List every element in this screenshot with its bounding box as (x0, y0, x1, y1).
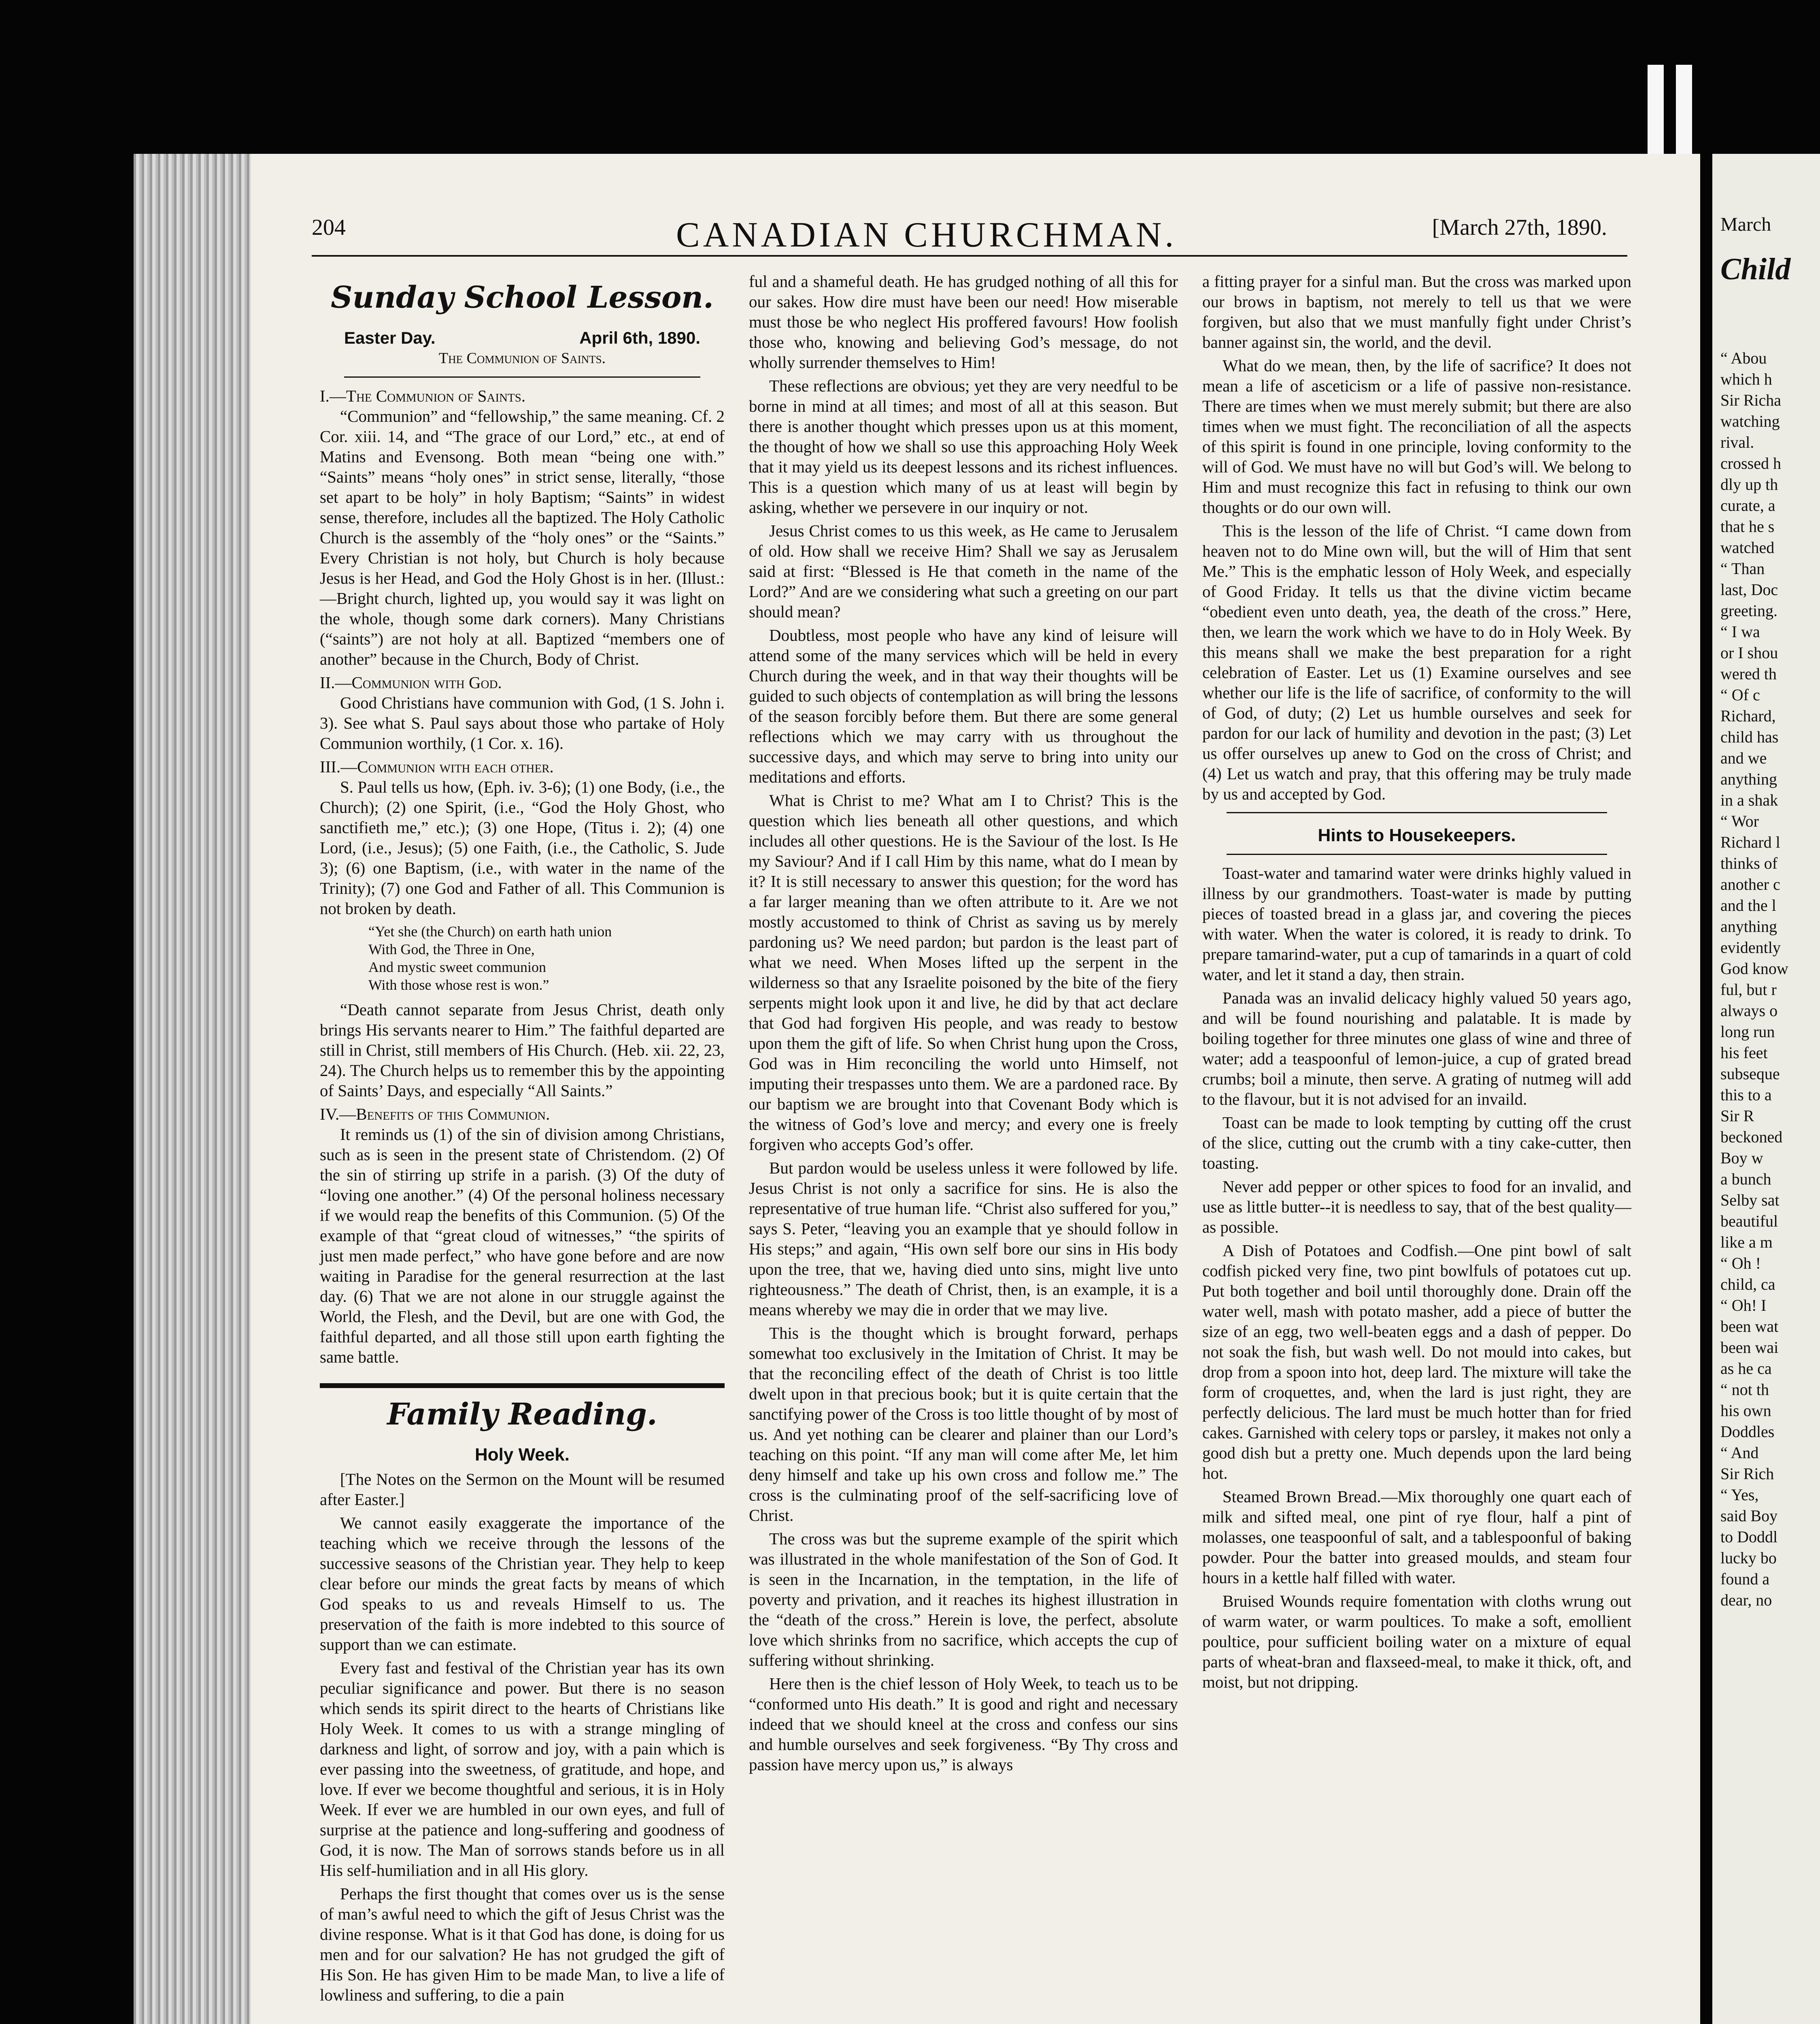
adjacent-page-line: “ Than (1720, 559, 1765, 578)
section-heading-family-reading: Family Reading. (387, 1397, 657, 1432)
adjacent-page-line: Sir Richa (1720, 391, 1781, 409)
hint-paragraph: Toast can be made to look tempting by cutting off the crust of the slice, cutting out the crumb with a tiny cake-cutter, then toasting. (1202, 1113, 1631, 1172)
hymn-quote: “Yet she (the Church) on earth hath union With God, the Three in One, And mystic sweet communion With those whose rest is won.” (368, 923, 612, 993)
adjacent-page-line: “ And (1720, 1444, 1759, 1462)
article-paragraph: Every fast and festival of the Christian year has its own peculiar significance and power. But there is no season which sends its spirit direct to the hearts of Christians like Holy Week. It comes to us with a strange mingling of darkness and light, of sorrow and joy, with a pain which is ever passing into the sweetness, of gratitude, and hope, and love. If ever we become thoughtful and serious, it is in Holy Week. If ever we are humbled in our own eyes, and full of surprise at the patience and long-suffering and goodness of God, it is now. The Man of sorrows stands before us in all His self-humiliation and in all His glory. (320, 1658, 725, 1879)
article-paragraph: What do we mean, then, by the life of sacrifice? It does not mean a life of asceticism or a life of passive non-resistance. There are times when we must merely submit; but there are also times when we must fight. The reconciliation of all the aspects of this spirit is found in one principle, loving conformity to the will of God. We must have no will but God’s will. We belong to Him and must recognize this fact in refusing to think our own thoughts or do our own will. (1202, 356, 1631, 517)
adjacent-page-header: March (1720, 214, 1771, 235)
adjacent-page-line: rival. (1720, 433, 1754, 451)
adjacent-page-line: “ Oh! I (1720, 1296, 1767, 1314)
lesson-dateline (320, 328, 725, 348)
hint-paragraph: Toast-water and tamarind water were drinks highly valued in illness by our grandmothers. Toast-water is made by putting pieces of toasted bread in a glass jar, and covering the pieces with water. When the water is colored, it is ready to drink. To prepare tamarind-water, put a cup of tamarinds in a quart of cold water, and let it stand a day, then strain. (1202, 864, 1631, 984)
section-divider (320, 1383, 725, 1388)
adjacent-page-heading: Child (1720, 252, 1791, 286)
adjacent-page-line: as he ca (1720, 1359, 1772, 1378)
adjacent-page-line: child, ca (1720, 1275, 1775, 1293)
book-page-edge (134, 154, 251, 2024)
adjacent-page-line: to Doddl (1720, 1528, 1778, 1546)
section-heading-hints: Hints to Housekeepers. (1318, 825, 1516, 845)
adjacent-page-line: watched (1720, 538, 1775, 557)
adjacent-page-line: and we (1720, 749, 1767, 767)
adjacent-page-line: dly up th (1720, 475, 1778, 493)
article-paragraph: What is Christ to me? What am I to Christ? This is the question which lies beneath all other questions, and which includes all other questions. He is the Saviour of the lost. Is He my Saviour? And if I call Him by this name, what do I mean by it? It is still necessary to answer this question; for the word has a far larger meaning than we often attribute to it. Are we not mostly accustomed to think of Christ as saving us by merely pardoning us? We need pardon; but pardon is the least part of what we need. When Moses lifted up the serpent in the wilderness so that any Israelite poisoned by the bite of the fiery serpents might look upon it and live, he did by that act declare that God had forgiven His people, and was ready to bestow upon them the gift of life. So when Christ hung upon the Cross, God was in Him reconciling the world unto Himself, not imputing their trespasses unto them. We are a pardoned race. By our baptism we are brought into that Covenant Body which is the witness of God’s love and mercy; and every one is freely forgiven who accepts God’s offer. (749, 791, 1178, 1154)
adjacent-page-line: this to a (1720, 1086, 1772, 1104)
article-paragraph: The cross was but the supreme example of the spirit which was illustrated in the whole manifestation of the Son of God. It is seen in the Incarnation, in the temptation, in the life of poverty and privation, and it reaches its highest illustration in the “death of the cross.” Herein is love, the perfect, absolute love which shrinks from no sacrifice, which accepts the cup of suffering without shrinking. (749, 1529, 1178, 1669)
lesson-day: Easter Day. (344, 328, 436, 347)
section-heading-sunday-school: Sunday School Lesson. (331, 280, 714, 315)
lesson-paragraph: “Death cannot separate from Jesus Christ, death only brings His servants nearer to Him.” The faithful departed are still in Christ, still members of His Church. (Heb. xii. 22, 23, 24). The Church helps us to remember this by the appointing of Saints’ Days, and especially “All Saints.” (320, 1000, 725, 1100)
adjacent-page-line: long run (1720, 1023, 1775, 1041)
adjacent-page-line: been wat (1720, 1317, 1779, 1335)
adjacent-page-line: anything (1720, 770, 1777, 788)
lesson-subhead-1: I.—The Communion of Saints. (320, 387, 526, 405)
hint-paragraph: Panada was an invalid delicacy highly valued 50 years ago, and will be found nourishing and palatable. It is made by boiling together for three minutes one glass of wine and three of water; add a teaspoonful of lemon-juice, a cup of grated bread crumbs; boil a minute, then serve. A grating of nutmeg will add to the flavour, but it is not advised for an invaild. (1202, 989, 1631, 1108)
lesson-subhead-2: II.—Communion with God. (320, 673, 502, 692)
adjacent-page-line: Richard, (1720, 707, 1776, 725)
adjacent-page-line: found a (1720, 1570, 1770, 1588)
masthead-title: CANADIAN CHURCHMAN. (676, 215, 1177, 255)
lesson-subhead-4: IV.—Benefits of this Communion. (320, 1105, 550, 1123)
adjacent-page-line: always o (1720, 1001, 1778, 1020)
lesson-paragraph: S. Paul tells us how, (Eph. iv. 3-6); (1) one Body, (i.e., the Church); (2) one Spirit, (i.e., “God the Holy Ghost, who sanctifieth me,” etc.); (3) one Hope, (Titus i. 2); (4) one Lord, (i.e., Jesus); (5) one Faith, (i.e., the Catholic, S. Jude 3); (6) one Baptism, (i.e., with water in the name of the Trinity); (7) one God and Father of all. This Communion is not broken by death. (320, 778, 725, 918)
adjacent-page-line: “ Wor (1720, 812, 1759, 830)
adjacent-page-line: or I shou (1720, 644, 1778, 662)
adjacent-page-line: “ Abou (1720, 349, 1767, 367)
article-paragraph: We cannot easily exaggerate the importance of the teaching which we receive through the lessons of the successive seasons of the Christian year. They help to keep clear before our minds the great facts by means of which God speaks to us and reveals Himself to us. The preservation of the faith is more indebted to this source of support than we can estimate. (320, 1514, 725, 1654)
adjacent-page-line: been wai (1720, 1338, 1779, 1356)
lesson-paragraph: It reminds us (1) of the sin of division among Christians, such as is seen in the present state of Christendom. (2) Of the sin of stirring up strife in a parish. (3) Of the duty of “loving one another.” (4) Of the personal holiness necessary if we would reap the benefits of this Communion. (5) Of the example of that “great cloud of witnesses,” “the spirits of just men made perfect,” who have gone before and are now waiting in Paradise for the general resurrection at the last day. (6) That we are not alone in our struggle against the World, the Flesh, and the Devil, but are one with God, the faithful departed, and all those still upon earth fighting the same battle. (320, 1125, 725, 1366)
divider (1227, 854, 1607, 855)
adjacent-page-line: “ Yes, (1720, 1486, 1759, 1504)
adjacent-page-line: crossed h (1720, 454, 1781, 472)
lesson-date: April 6th, 1890. (579, 328, 700, 347)
adjacent-page-line: evidently (1720, 938, 1781, 957)
divider (1227, 812, 1607, 813)
article-title-holy-week: Holy Week. (475, 1445, 570, 1465)
lesson-topic: The Communion of Saints. (438, 350, 606, 367)
hint-paragraph: A Dish of Potatoes and Codfish.—One pint bowl of salt codfish picked very fine, two pint bowlfuls of potatoes cut up. Put both together and boil until thoroughly done. Drain off the water well, mash with potato masher, add a piece of butter the size of an egg, two well-beaten eggs and a dash of pepper. Do not soak the fish, but wash well. Do not mould into cakes, but drop from a spoon into hot, deep lard. The mixture will take the form of croquettes, and, when the lard is just right, they are perfectly delicious. The lard must be much hotter than for fried cakes. Garnished with celery tops or parsley, it makes not only a good dish but a pretty one. Much depends upon the lard being hot. (1202, 1241, 1631, 1482)
adjacent-page-line: which h (1720, 370, 1772, 388)
adjacent-page-line: said Boy (1720, 1507, 1778, 1525)
column-1 (320, 271, 725, 2008)
adjacent-page-line: lucky bo (1720, 1549, 1777, 1567)
article-paragraph: a fitting prayer for a sinful man. But the cross was marked upon our brows in baptism, not merely to tell us that we were forgiven, but also that we must manfully fight under Christ’s banner against sin, the world, and the devil. (1202, 272, 1631, 351)
adjacent-page-line: his own (1720, 1401, 1771, 1420)
adjacent-page-line: “ Of c (1720, 686, 1760, 704)
adjacent-page-line: and the l (1720, 896, 1776, 914)
adjacent-page (1712, 154, 1820, 2024)
column-2 (749, 271, 1178, 1778)
page-number: 204 (312, 215, 346, 240)
adjacent-page-line: Selby sat (1720, 1191, 1780, 1209)
adjacent-page-line: child has (1720, 728, 1779, 746)
hint-paragraph: Never add pepper or other spices to food for an invalid, and use as little butter--it is needless to say, that of the best quality—as possible. (1202, 1177, 1631, 1236)
issue-date: [March 27th, 1890. (1432, 215, 1607, 240)
adjacent-page-line: ful, but r (1720, 980, 1777, 999)
divider (344, 376, 700, 378)
adjacent-page-line: wered th (1720, 665, 1777, 683)
adjacent-page-line: beautiful (1720, 1212, 1778, 1230)
article-paragraph: This is the thought which is brought forward, perhaps somewhat too exclusively in the Imitation of Christ. It may be that the reconciling effect of the death of Christ is too little dwelt upon in that precious book; but it is quite certain that the sanctifying power of the Cross is too little thought of by most of us. And yet nothing can be clearer and plainer than our Lord’s teaching on this point. “If any man will come after Me, let him deny himself and take up his own cross and follow me.” The cross is the culminating proof of the self-sacrificing love of Christ. (749, 1324, 1178, 1524)
adjacent-page-line: curate, a (1720, 496, 1775, 515)
lesson-subhead-3: III.—Communion with each other. (320, 757, 554, 776)
lesson-paragraph: “Communion” and “fellowship,” the same meaning. Cf. 2 Cor. xiii. 14, and “The grace of our Lord,” etc., at end of Matins and Evensong. Both mean “being one with.” “Saints” means “holy ones” in strict sense, literally, “those set apart to be holy” in holy Baptism; “Saints” in widest sense, therefore, includes all the baptized. The Holy Catholic Church is the assembly of the “holy ones” or the “Saints.” Every Christian is not holy, but Church is holy because Jesus is her Head, and God the Holy Ghost is in her. (Illust.:—Bright church, lighted up, you would say it was light on the whole, though some dark corners). Many Christians (“saints”) are not holy at all. Baptized “members one of another” because in the Church, Body of Christ. (320, 407, 725, 668)
adjacent-page-line: a bunch (1720, 1170, 1771, 1188)
adjacent-page-line: that he s (1720, 517, 1775, 536)
adjacent-page-line: “ Oh ! (1720, 1254, 1761, 1272)
hint-paragraph: Bruised Wounds require fomentation with cloths wrung out of warm water, or warm poultices. To make a soft, emollient poultice, pour sufficient boiling water on a mixture of equal parts of wheat-bran and flaxseed-meal, to make it thick, oft, and moist, but not dripping. (1202, 1592, 1631, 1691)
adjacent-page-line: “ not th (1720, 1380, 1769, 1399)
adjacent-page-line: thinks of (1720, 854, 1778, 872)
adjacent-page-line: “ I wa (1720, 623, 1760, 641)
article-paragraph: But pardon would be useless unless it were followed by life. Jesus Christ is not only a sacrifice for sins. He is also the representative of true human life. “Christ also suffered for you,” says S. Peter, “leaving you an example that ye should follow in His steps;” and again, “His own self bore our sins in His body upon the tree, that we, having died unto sins, might live unto righteousness.” The death of Christ, then, is an example, it is a means whereby we may die in order that we may live. (749, 1159, 1178, 1319)
adjacent-page-line: dear, no (1720, 1591, 1772, 1609)
lesson-paragraph: Good Christians have communion with God, (1 S. John i. 3). See what S. Paul says about those who partake of Holy Communion worthily, (1 Cor. x. 16). (320, 693, 725, 753)
newspaper-page (251, 154, 1700, 2024)
adjacent-page-line: his feet (1720, 1044, 1768, 1062)
adjacent-page-line: like a m (1720, 1233, 1773, 1251)
adjacent-page-line: Richard l (1720, 833, 1780, 851)
article-paragraph: These reflections are obvious; yet they are very needful to be borne in mind at all times; and most of all at this season. But there is another thought which presses upon us at this moment, the thought of how we shall so use this approaching Holy Week that it may yield us its deepest lessons and its richest influences. This is a question which many of us at least will begin by asking, whether we persevere in our inquiry or not. (749, 376, 1178, 517)
article-paragraph: Here then is the chief lesson of Holy Week, to teach us to be “conformed unto His death.” It is good and right and necessary indeed that we should kneel at the cross and confess our sins and humble ourselves and seek forgiveness. “By Thy cross and passion have mercy upon us,” is always (749, 1674, 1178, 1774)
adjacent-page-line: Doddles (1720, 1422, 1775, 1441)
adjacent-page-line: Sir R (1720, 1107, 1754, 1125)
adjacent-page-line: last, Doc (1720, 580, 1778, 599)
adjacent-page-line: Sir Rich (1720, 1465, 1774, 1483)
adjacent-page-line: God know (1720, 959, 1788, 978)
article-paragraph: Doubtless, most people who have any kind of leisure will attend some of the many services which will be held in every Church during the week, and in that way their thoughts will be guided to such objects of contemplation as will bring the lessons of the season forcibly before them. But there are some general reflections which we may carry with us throughout the successive days, and which may serve to bring into unity our meditations and efforts. (749, 626, 1178, 786)
adjacent-page-line: beckoned (1720, 1128, 1783, 1146)
article-paragraph: Perhaps the first thought that comes over us is the sense of man’s awful need to which the gift of Jesus Christ was the divine response. What is it that God has done, is doing for us men and for our salvation? He has not grudged the gift of His Son. He has given Him to be made Man, to live a life of lowliness and suffering, to die a pain (320, 1884, 725, 2004)
header-rule (312, 255, 1627, 257)
adjacent-page-line: watching (1720, 412, 1780, 430)
editor-note: [The Notes on the Sermon on the Mount will be resumed after Easter.] (320, 1470, 725, 1509)
adjacent-page-line: greeting. (1720, 602, 1778, 620)
adjacent-page-line: subseque (1720, 1065, 1780, 1083)
article-paragraph: ful and a shameful death. He has grudged nothing of all this for our sakes. How dire must have been our need! How miserable must those be who neglect His proffered favours! How foolish those who, knowing and believing God’s message, do not wholly surrender themselves to Him! (749, 272, 1178, 372)
adjacent-page-line: another c (1720, 875, 1780, 893)
article-paragraph: This is the lesson of the life of Christ. “I came down from heaven not to do Mine own will, but the will of Him that sent Me.” This is the emphatic lesson of Holy Week, and especially of Good Friday. It tells us that the divine victim became “obedient even unto death, yea, the death of the cross.” Here, then, we learn the work which we have to do in Holy Week. By this means shall we make the best preparation for a right celebration of Easter. Let us (1) Examine ourselves and see whether our life is the life of sacrifice, of conformity to the will of God, of duty; (2) Let us humble ourselves and seek for pardon for our lack of humility and devotion in the past; (3) Let us offer ourselves up anew to God on the cross of Christ; and (4) Let us watch and pray, that this offering may be truly made by us and accepted by God. (1202, 521, 1631, 803)
hint-paragraph: Steamed Brown Bread.—Mix thoroughly one quart each of milk and sifted meal, one pint of rye flour, half a pint of molasses, one teaspoonful of salt, and a tablespoonful of baking powder. Pour the batter into greased moulds, and steam four hours in a kettle half filled with water. (1202, 1487, 1631, 1587)
adjacent-page-line: in a shak (1720, 791, 1778, 809)
column-3 (1202, 271, 1631, 1695)
adjacent-page-line: Boy w (1720, 1149, 1763, 1167)
adjacent-page-line: anything (1720, 917, 1777, 935)
article-paragraph: Jesus Christ comes to us this week, as He came to Jerusalem of old. How shall we receive Him? Shall we say as Jerusalem said at first: “Blessed is He that cometh in the name of the Lord?” And are we considering what such a greeting on our part should mean? (749, 521, 1178, 621)
